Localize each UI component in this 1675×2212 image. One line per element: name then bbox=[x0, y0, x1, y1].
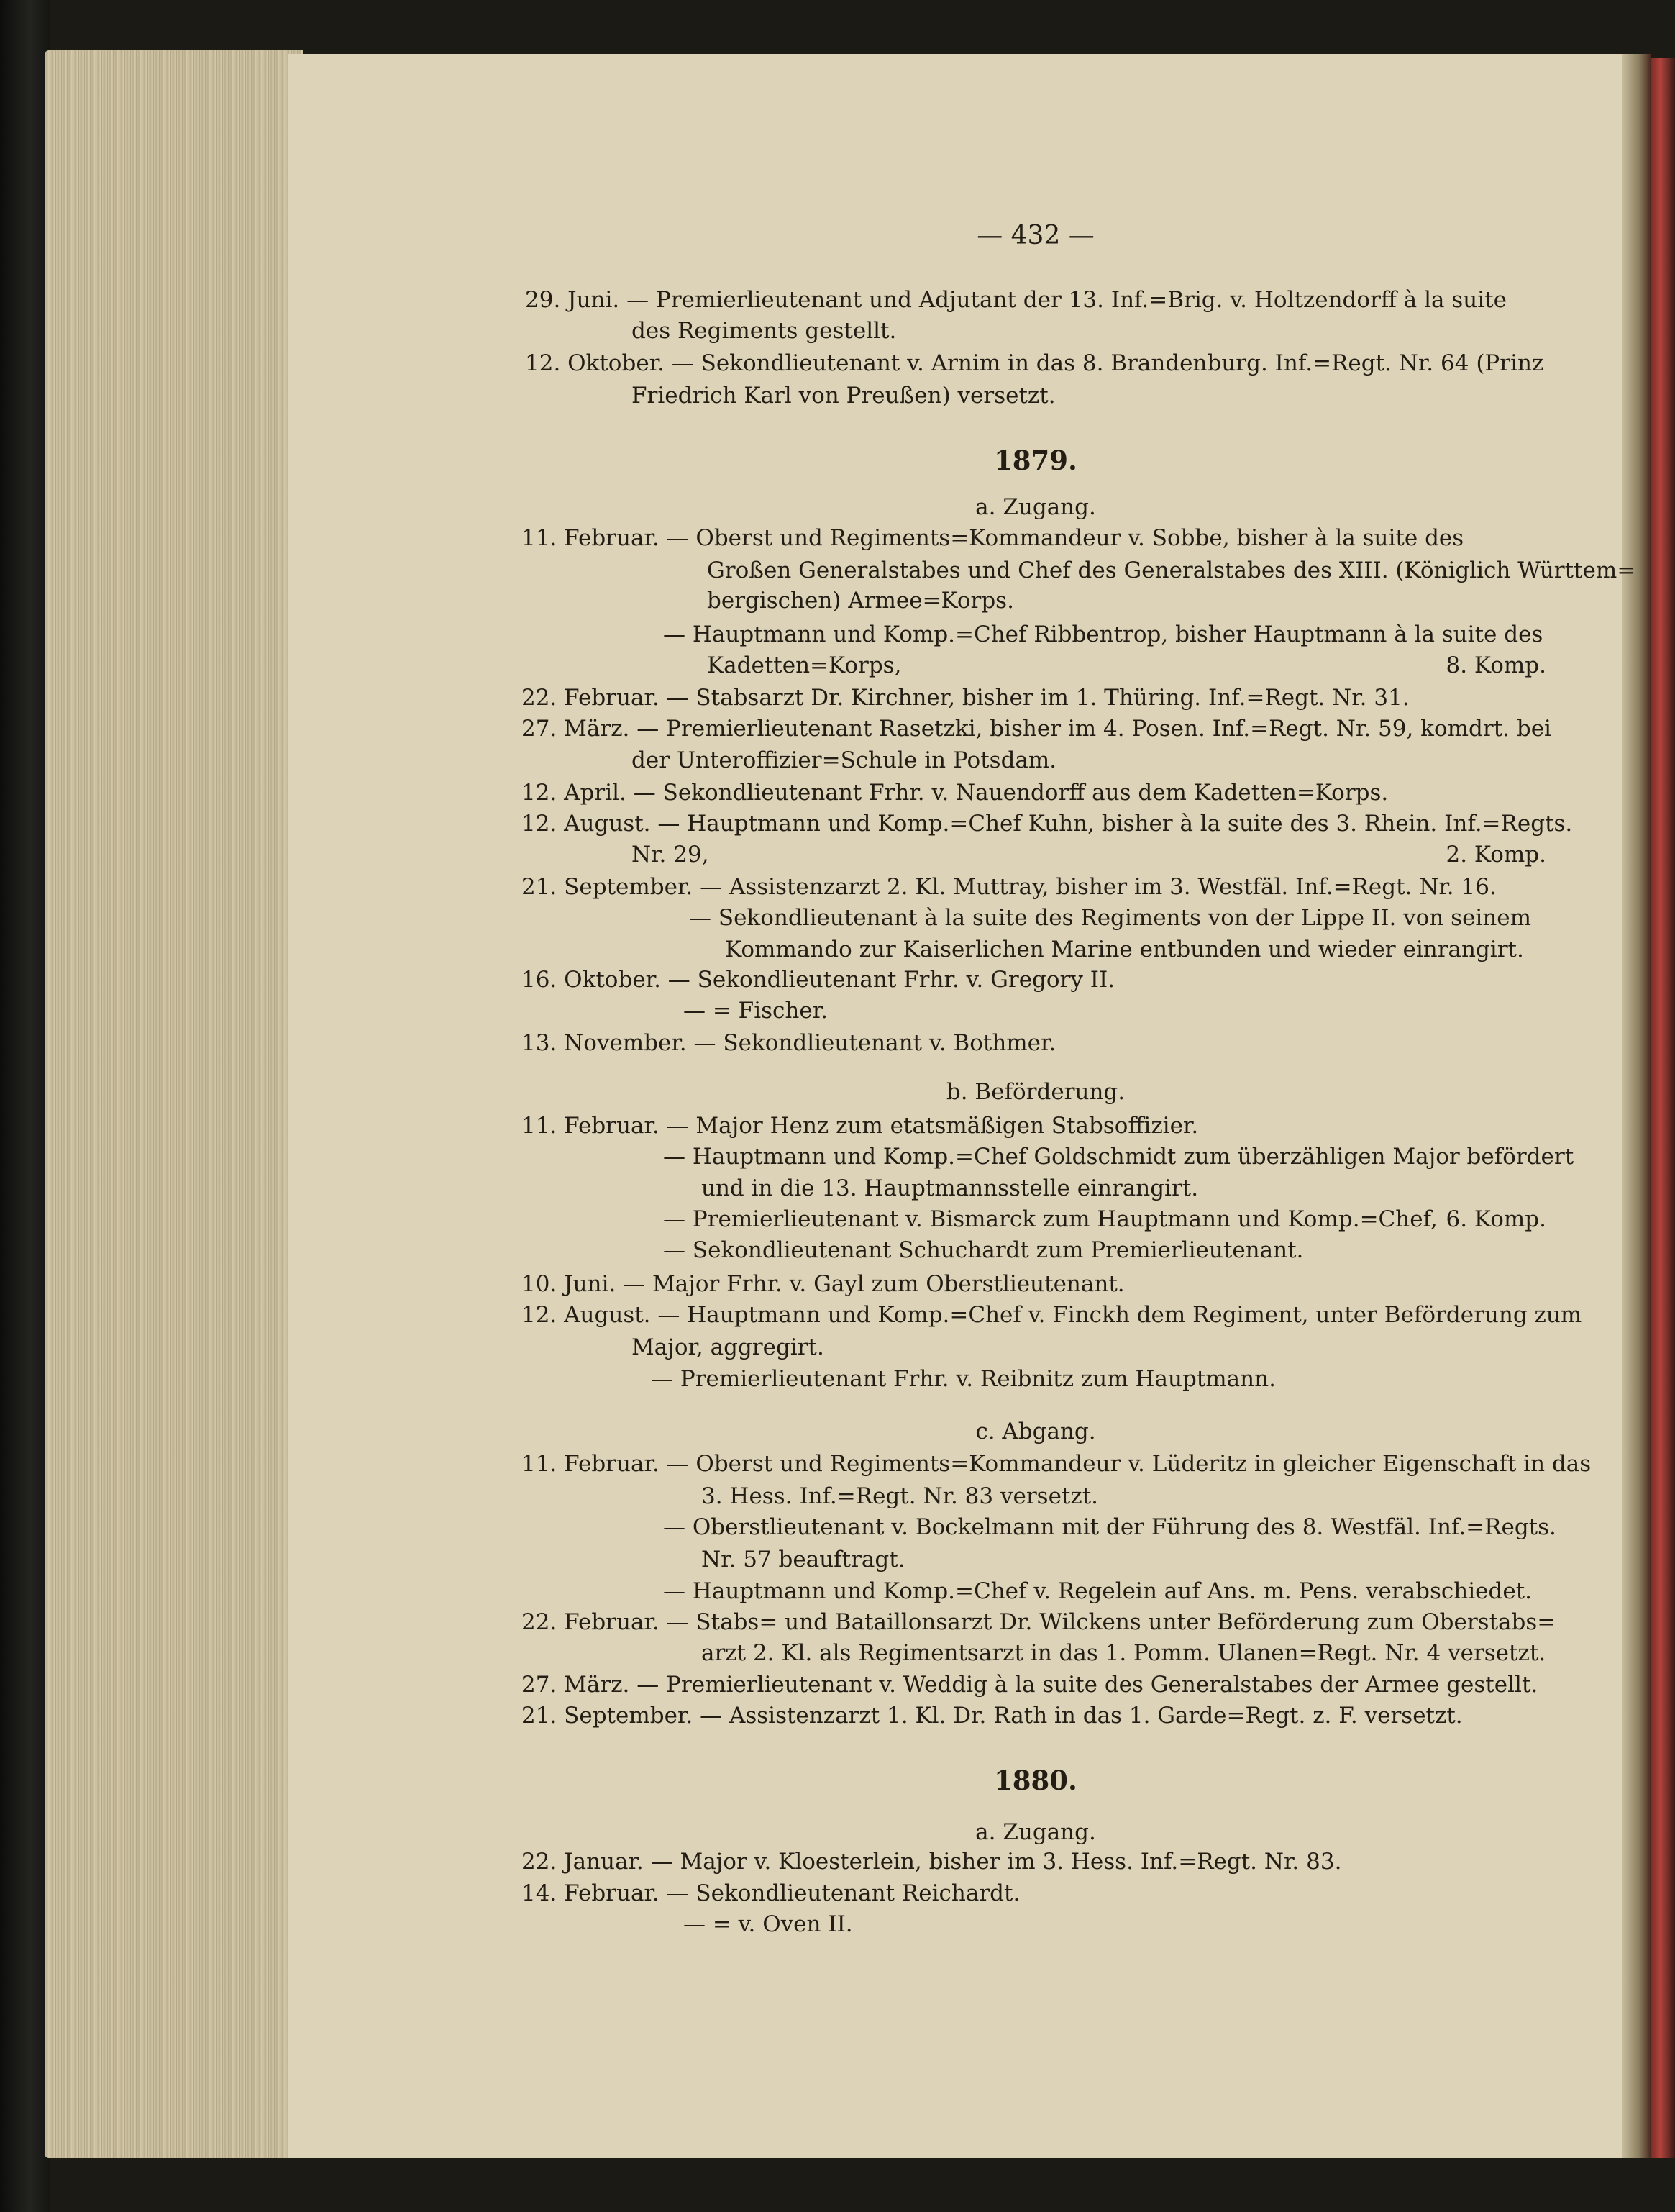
entry-line: — Sekondlieutenant à la suite des Regiments von der Lippe II. von seinem bbox=[689, 905, 1532, 931]
entry-line: 12. April. — Sekondlieutenant Frhr. v. Nauendorff aus dem Kadetten=Korps. bbox=[521, 780, 1389, 806]
entry-line: — Premierlieutenant Frhr. v. Reibnitz zum Hauptmann. bbox=[651, 1366, 1276, 1392]
entry-line: 27. März. — Premierlieutenant Rasetzki, bisher im 4. Posen. Inf.=Regt. Nr. 59, komdrt. bei bbox=[521, 716, 1551, 742]
section-heading: c. Abgang. bbox=[975, 1419, 1096, 1444]
entry-line: 21. September. — Assistenzarzt 1. Kl. Dr. Rath in das 1. Garde=Regt. z. F. versetzt. bbox=[521, 1703, 1463, 1729]
entry-line: Major, aggregirt. bbox=[631, 1334, 824, 1360]
entry-line: — = v. Oven II. bbox=[683, 1911, 853, 1937]
entry-line: des Regiments gestellt. bbox=[631, 318, 897, 344]
entry-line: 22. Januar. — Major v. Kloesterlein, bisher im 3. Hess. Inf.=Regt. Nr. 83. bbox=[521, 1849, 1342, 1875]
entry-line: Friedrich Karl von Preußen) versetzt. bbox=[631, 383, 1056, 409]
entry-line: 22. Februar. — Stabs= und Bataillonsarzt Dr. Wilckens unter Beförderung zum Oberstabs= bbox=[521, 1609, 1556, 1635]
entry-line: 21. September. — Assistenzarzt 2. Kl. Muttray, bisher im 3. Westfäl. Inf.=Regt. Nr. 16. bbox=[521, 874, 1497, 900]
entry-line: 12. August. — Hauptmann und Komp.=Chef v. Finckh dem Regiment, unter Beförderung zum bbox=[521, 1302, 1582, 1328]
entry-line: Nr. 29, bbox=[631, 842, 709, 868]
entry-line: Nr. 57 beauftragt. bbox=[701, 1547, 905, 1572]
section-heading: a. Zugang. bbox=[975, 1819, 1096, 1845]
opposite-page-edge bbox=[1651, 58, 1675, 2158]
section-heading: b. Beförderung. bbox=[946, 1079, 1126, 1105]
entry-line: 16. Oktober. — Sekondlieutenant Frhr. v. Gregory II. bbox=[521, 967, 1115, 993]
entry-line: — Hauptmann und Komp.=Chef v. Regelein auf Ans. m. Pens. verabschiedet. bbox=[663, 1578, 1533, 1604]
entry-line: und in die 13. Hauptmannsstelle einrangirt. bbox=[701, 1175, 1199, 1201]
entry-line: 13. November. — Sekondlieutenant v. Bothmer. bbox=[521, 1030, 1056, 1056]
year-heading: 1879. bbox=[994, 445, 1077, 476]
entry-line: 14. Februar. — Sekondlieutenant Reichardt. bbox=[521, 1880, 1021, 1906]
entry-line: Großen Generalstabes und Chef des Generalstabes des XIII. (Königlich Württem= bbox=[707, 557, 1636, 583]
entry-line: Kadetten=Korps, bbox=[707, 652, 902, 678]
page-gutter bbox=[1622, 54, 1651, 2158]
entry-line: 12. August. — Hauptmann und Komp.=Chef Kuhn, bisher à la suite des 3. Rhein. Inf.=Regts. bbox=[521, 811, 1573, 837]
entry-line: 11. Februar. — Oberst und Regiments=Kommandeur v. Sobbe, bisher à la suite des bbox=[521, 525, 1464, 551]
entry-line: 3. Hess. Inf.=Regt. Nr. 83 versetzt. bbox=[701, 1483, 1099, 1509]
page-stack-edges bbox=[45, 50, 303, 2158]
entry-line: 27. März. — Premierlieutenant v. Weddig à la suite des Generalstabes der Armee gestellt. bbox=[521, 1672, 1538, 1698]
section-heading: a. Zugang. bbox=[975, 494, 1096, 520]
entry-line: der Unteroffizier=Schule in Potsdam. bbox=[631, 747, 1057, 773]
entry-line: — Hauptmann und Komp.=Chef Goldschmidt zum überzähligen Major befördert bbox=[663, 1144, 1574, 1170]
company-note: 2. Komp. bbox=[1446, 842, 1546, 868]
entry-line: 29. Juni. — Premierlieutenant und Adjutant der 13. Inf.=Brig. v. Holtzendorff à la suite bbox=[525, 287, 1507, 313]
entry-line: Kommando zur Kaiserlichen Marine entbunden und wieder einrangirt. bbox=[725, 937, 1524, 962]
entry-line: — Oberstlieutenant v. Bockelmann mit der Führung des 8. Westfäl. Inf.=Regts. bbox=[663, 1514, 1556, 1540]
entry-line: bergischen) Armee=Korps. bbox=[707, 588, 1014, 614]
company-note: 6. Komp. bbox=[1446, 1206, 1546, 1232]
entry-line: — Premierlieutenant v. Bismarck zum Hauptmann und Komp.=Chef, bbox=[663, 1206, 1438, 1232]
entry-line: 22. Februar. — Stabsarzt Dr. Kirchner, bisher im 1. Thüring. Inf.=Regt. Nr. 31. bbox=[521, 685, 1410, 711]
entry-line: 11. Februar. — Major Henz zum etatsmäßigen Stabsoffizier. bbox=[521, 1113, 1199, 1139]
entry-line: 11. Februar. — Oberst und Regiments=Kommandeur v. Lüderitz in gleicher Eigenschaft in das bbox=[521, 1451, 1592, 1477]
company-note: 8. Komp. bbox=[1446, 652, 1546, 678]
entry-line: — Sekondlieutenant Schuchardt zum Premierlieutenant. bbox=[663, 1237, 1304, 1263]
entry-line: 12. Oktober. — Sekondlieutenant v. Arnim in das 8. Brandenburg. Inf.=Regt. Nr. 64 (Prinz bbox=[525, 350, 1544, 376]
year-heading: 1880. bbox=[994, 1765, 1077, 1796]
page-number: — 432 — bbox=[977, 221, 1095, 250]
entry-line: — = Fischer. bbox=[683, 998, 828, 1024]
entry-line: 10. Juni. — Major Frhr. v. Gayl zum Oberstlieutenant. bbox=[521, 1271, 1125, 1297]
entry-line: — Hauptmann und Komp.=Chef Ribbentrop, bisher Hauptmann à la suite des bbox=[663, 622, 1543, 647]
book-cover-edge bbox=[0, 0, 50, 2212]
entry-line: arzt 2. Kl. als Regimentsarzt in das 1. Pomm. Ulanen=Regt. Nr. 4 versetzt. bbox=[701, 1640, 1546, 1666]
